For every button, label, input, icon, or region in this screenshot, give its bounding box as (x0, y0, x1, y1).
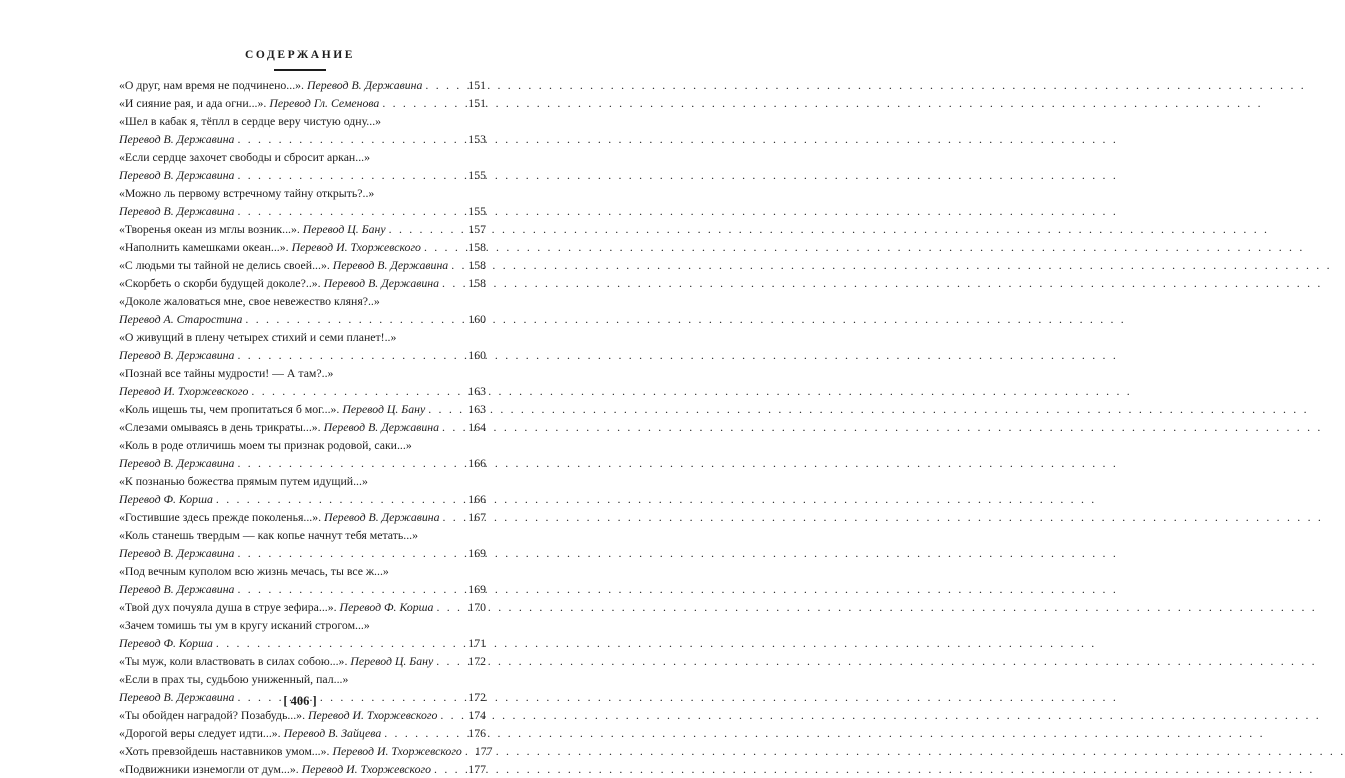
dot-leader (428, 400, 466, 418)
entry-translator: Перевод Гл. Семенова (269, 96, 380, 110)
dot-leader (451, 256, 466, 274)
dot-leader (237, 202, 466, 220)
toc-entry-line (119, 760, 486, 778)
toc-entry-translator-line (119, 202, 486, 220)
toc-entry (119, 418, 486, 436)
entry-title: «Шел в кабак я, тёплл в сердце веру чистую одну...» (119, 114, 382, 128)
toc-entry (119, 184, 486, 220)
entry-translator: Перевод Ц. Бану (302, 222, 386, 236)
entry-page-number: 163 (468, 384, 486, 398)
heading-divider (274, 69, 326, 71)
entry-translator: Перевод В. Державина (119, 690, 235, 704)
entry-page-number: 155 (468, 204, 486, 218)
entry-page-number: 171 (468, 636, 486, 650)
dot-leader (237, 346, 466, 364)
entry-translator: Перевод В. Зайцева (283, 726, 382, 740)
entry-page-number: 170 (468, 600, 486, 614)
toc-entry (119, 364, 486, 400)
entry-title: «Творенья океан из мглы возник...». (119, 222, 300, 236)
entry-translator: Перевод Ф. Корша (119, 636, 213, 650)
toc-entry (119, 436, 486, 472)
toc-entry-line (119, 94, 486, 112)
entry-title: «Дорогой веры следует идти...». (119, 726, 281, 740)
toc-entry-line (119, 400, 486, 418)
toc-entry-line (119, 274, 486, 292)
toc-entry (119, 652, 486, 670)
entry-translator: Перевод В. Державина (119, 348, 235, 362)
toc-entry-line (119, 598, 486, 616)
entry-title: «Гостившие здесь прежде поколенья...». (119, 510, 322, 524)
entry-translator: Перевод Ф. Корша (339, 600, 434, 614)
toc-entry-line (119, 724, 486, 742)
entry-title: «Доколе жаловаться мне, свое невежество кляня?..» (119, 294, 380, 308)
entry-title: «Коль ищешь ты, чем пропитаться б мог...». (119, 402, 340, 416)
toc-entry-lead (119, 238, 421, 256)
toc-entry (119, 238, 486, 256)
entry-title: «Подвижники изнемогли от дум...». (119, 762, 299, 776)
dot-leader (384, 724, 466, 742)
dot-leader (442, 418, 466, 436)
toc-entry-lead (119, 220, 386, 238)
entry-title: «Хоть превзойдешь наставников умом...». (119, 744, 330, 758)
toc-entry-line (119, 418, 486, 436)
entry-translator: Перевод И. Тхоржевского (291, 240, 421, 254)
entry-translator: Перевод В. Державина (323, 276, 440, 290)
toc-entry (119, 274, 486, 292)
toc-entry-title-line (119, 670, 486, 688)
entry-title: «Коль станешь твердым — как копье начнут тебя метать...» (119, 528, 418, 542)
entry-title: «Зачем томишь ты ум в кругу исканий строгом...» (119, 618, 370, 632)
entry-title: «О друг, нам время не подчинено...». (119, 78, 304, 92)
entry-title: «Под вечным куполом всю жизнь мечась, ты все ж...» (119, 564, 389, 578)
entry-title: «Твой дух почуяла душа в струе зефира...». (119, 600, 337, 614)
dot-leader (237, 130, 466, 148)
entry-page-number: 166 (468, 492, 486, 506)
toc-entry (119, 76, 486, 94)
entry-page-number: 151 (468, 96, 486, 110)
entry-page-number: 177 (474, 744, 493, 758)
toc-entry-title-line (119, 364, 486, 382)
entry-page-number: 158 (468, 240, 486, 254)
entry-page-number: 177 (468, 762, 486, 776)
toc-entry-line (119, 220, 486, 238)
entry-page-number: 167 (468, 510, 486, 524)
entry-title: «Можно ль первому встречному тайну открыть?..» (119, 186, 375, 200)
entry-page-number: 169 (468, 546, 486, 560)
entry-translator: Перевод Ф. Корша (119, 492, 213, 506)
entry-translator: Перевод А. Старостина (119, 312, 243, 326)
dot-leader (237, 580, 466, 598)
dot-leader (434, 760, 466, 778)
entry-page-number: 172 (468, 654, 486, 668)
page-footer (0, 694, 600, 709)
toc-entry (119, 400, 486, 418)
entry-translator: Перевод В. Державина (306, 78, 423, 92)
entry-title: «Ты муж, коли властвовать в силах собою...». (119, 654, 348, 668)
toc-entry-translator-line (119, 490, 486, 508)
entry-title: «О живущий в плену четырех стихий и семи планет!..» (119, 330, 397, 344)
entry-page-number: 166 (468, 456, 486, 470)
toc-entry-translator-line (119, 454, 486, 472)
toc-entry-title-line (119, 328, 486, 346)
dot-leader (237, 454, 466, 472)
entry-page-number: 172 (468, 690, 486, 704)
entry-translator: Перевод И. Тхоржевского (301, 762, 432, 776)
toc-entry-title-line (119, 436, 486, 454)
toc-entry (119, 760, 486, 778)
entry-translator: Перевод В. Державина (323, 420, 440, 434)
entry-translator: Перевод И. Тхоржевского (332, 744, 462, 758)
footer-bracket-left: [ (283, 694, 288, 708)
entry-page-number: 169 (468, 582, 486, 596)
contents-heading: СОДЕРЖАНИЕ (244, 49, 356, 61)
toc-entry (119, 472, 486, 508)
toc-entry-line (119, 508, 486, 526)
entry-translator: Перевод В. Державина (119, 132, 235, 146)
toc-entry (119, 562, 486, 598)
toc-entry-title-line (119, 562, 486, 580)
entry-translator: Перевод В. Державина (119, 168, 235, 182)
table-of-contents (119, 76, 493, 778)
toc-entry (119, 616, 486, 652)
entry-title: «Если сердце захочет свободы и сбросит аркан...» (119, 150, 370, 164)
toc-entry-lead (119, 256, 448, 274)
toc-entry (119, 742, 493, 760)
toc-entry-lead (119, 418, 439, 436)
toc-entry (119, 112, 486, 148)
entry-title: «С людьми ты тайной не делись своей...». (119, 258, 330, 272)
entry-translator: Перевод В. Державина (119, 456, 235, 470)
toc-entry (119, 220, 486, 238)
dot-leader (237, 544, 466, 562)
toc-entry-lead (119, 760, 431, 778)
entry-page-number: 164 (468, 420, 486, 434)
toc-entry-line (119, 256, 486, 274)
toc-entry-title-line (119, 184, 486, 202)
entry-page-number: 163 (468, 402, 486, 416)
dot-leader (216, 634, 466, 652)
toc-entry-line (119, 742, 493, 760)
toc-entry-translator-line (119, 580, 486, 598)
entry-title: «Слезами омываясь в день трикраты...». (119, 420, 321, 434)
entry-page-number: 160 (468, 312, 486, 326)
dot-leader (251, 382, 466, 400)
dot-leader (216, 490, 466, 508)
dot-leader (442, 274, 466, 292)
toc-entry-lead (119, 652, 433, 670)
toc-entry-line (119, 652, 486, 670)
footer-bracket-right: ] (312, 694, 317, 708)
entry-translator: Перевод В. Державина (119, 582, 235, 596)
toc-entry-lead (119, 742, 462, 760)
toc-entry-translator-line (119, 382, 486, 400)
dot-leader (237, 166, 466, 184)
toc-entry (119, 598, 486, 616)
entry-title: «Если в прах ты, судьбою униженный, пал...» (119, 672, 349, 686)
toc-entry-lead (119, 400, 425, 418)
dot-leader (436, 652, 466, 670)
toc-entry (119, 328, 486, 364)
entry-translator: Перевод Ц. Бану (350, 654, 434, 668)
entry-translator: Перевод Ц. Бану (342, 402, 426, 416)
toc-entry-title-line (119, 148, 486, 166)
toc-entry (119, 724, 486, 742)
toc-entry (119, 508, 486, 526)
page-number: 406 (290, 694, 310, 708)
entry-title: «И сияние рая, и ада огни...». (119, 96, 267, 110)
dot-leader (245, 310, 466, 328)
entry-page-number: 160 (468, 348, 486, 362)
entry-translator: Перевод В. Державина (332, 258, 449, 272)
toc-entry-title-line (119, 616, 486, 634)
entry-page-number: 155 (468, 168, 486, 182)
toc-entry (119, 94, 486, 112)
entry-translator: Перевод И. Тхоржевского (119, 384, 249, 398)
entry-translator: Перевод В. Державина (324, 510, 440, 524)
entry-page-number: 157 (468, 222, 486, 236)
toc-entry-title-line (119, 472, 486, 490)
dot-leader (425, 76, 466, 94)
toc-entry-lead (119, 508, 440, 526)
toc-entry-translator-line (119, 346, 486, 364)
entry-translator: Перевод В. Державина (119, 546, 235, 560)
entry-title: «Коль в роде отличишь моем ты признак родовой, саки...» (119, 438, 412, 452)
dot-leader (465, 742, 473, 760)
entry-title: «Скорбеть о скорби будущей доколе?..». (119, 276, 321, 290)
entry-page-number: 176 (468, 726, 486, 740)
entry-title: «Познай все тайны мудрости! — А там?..» (119, 366, 334, 380)
toc-entry-lead (119, 274, 439, 292)
entry-title: «Наполнить камешками океан...». (119, 240, 289, 254)
entry-page-number: 151 (468, 78, 486, 92)
book-page (0, 0, 600, 776)
dot-leader (443, 508, 467, 526)
dot-leader (382, 94, 466, 112)
toc-entry-title-line (119, 292, 486, 310)
entry-page-number: 158 (468, 276, 486, 290)
entry-page-number: 158 (468, 258, 486, 272)
toc-entry-lead (119, 724, 381, 742)
toc-entry-translator-line (119, 166, 486, 184)
dot-leader (389, 220, 467, 238)
toc-entry-translator-line (119, 544, 486, 562)
entry-translator: Перевод В. Державина (119, 204, 235, 218)
toc-entry (119, 292, 486, 328)
toc-entry-translator-line (119, 130, 486, 148)
toc-entry-line (119, 76, 486, 94)
dot-leader (436, 598, 466, 616)
entry-title: «Ты обойден наградой? Позабудь...». (119, 708, 306, 722)
toc-entry (119, 148, 486, 184)
toc-entry-translator-line (119, 310, 486, 328)
toc-entry-lead (119, 94, 379, 112)
entry-translator: Перевод И. Тхоржевского (307, 708, 438, 722)
toc-entry-title-line (119, 526, 486, 544)
toc-entry-title-line (119, 112, 486, 130)
toc-entry (119, 256, 486, 274)
entry-page-number: 153 (468, 132, 486, 146)
dot-leader (424, 238, 466, 256)
toc-entry-line (119, 238, 486, 256)
toc-entry-translator-line (119, 634, 486, 652)
toc-entry-lead (119, 598, 433, 616)
toc-entry-lead (119, 76, 422, 94)
toc-entry (119, 526, 486, 562)
entry-title: «К познанью божества прямым путем идущий...» (119, 474, 368, 488)
entry-page-number: 174 (468, 708, 486, 722)
